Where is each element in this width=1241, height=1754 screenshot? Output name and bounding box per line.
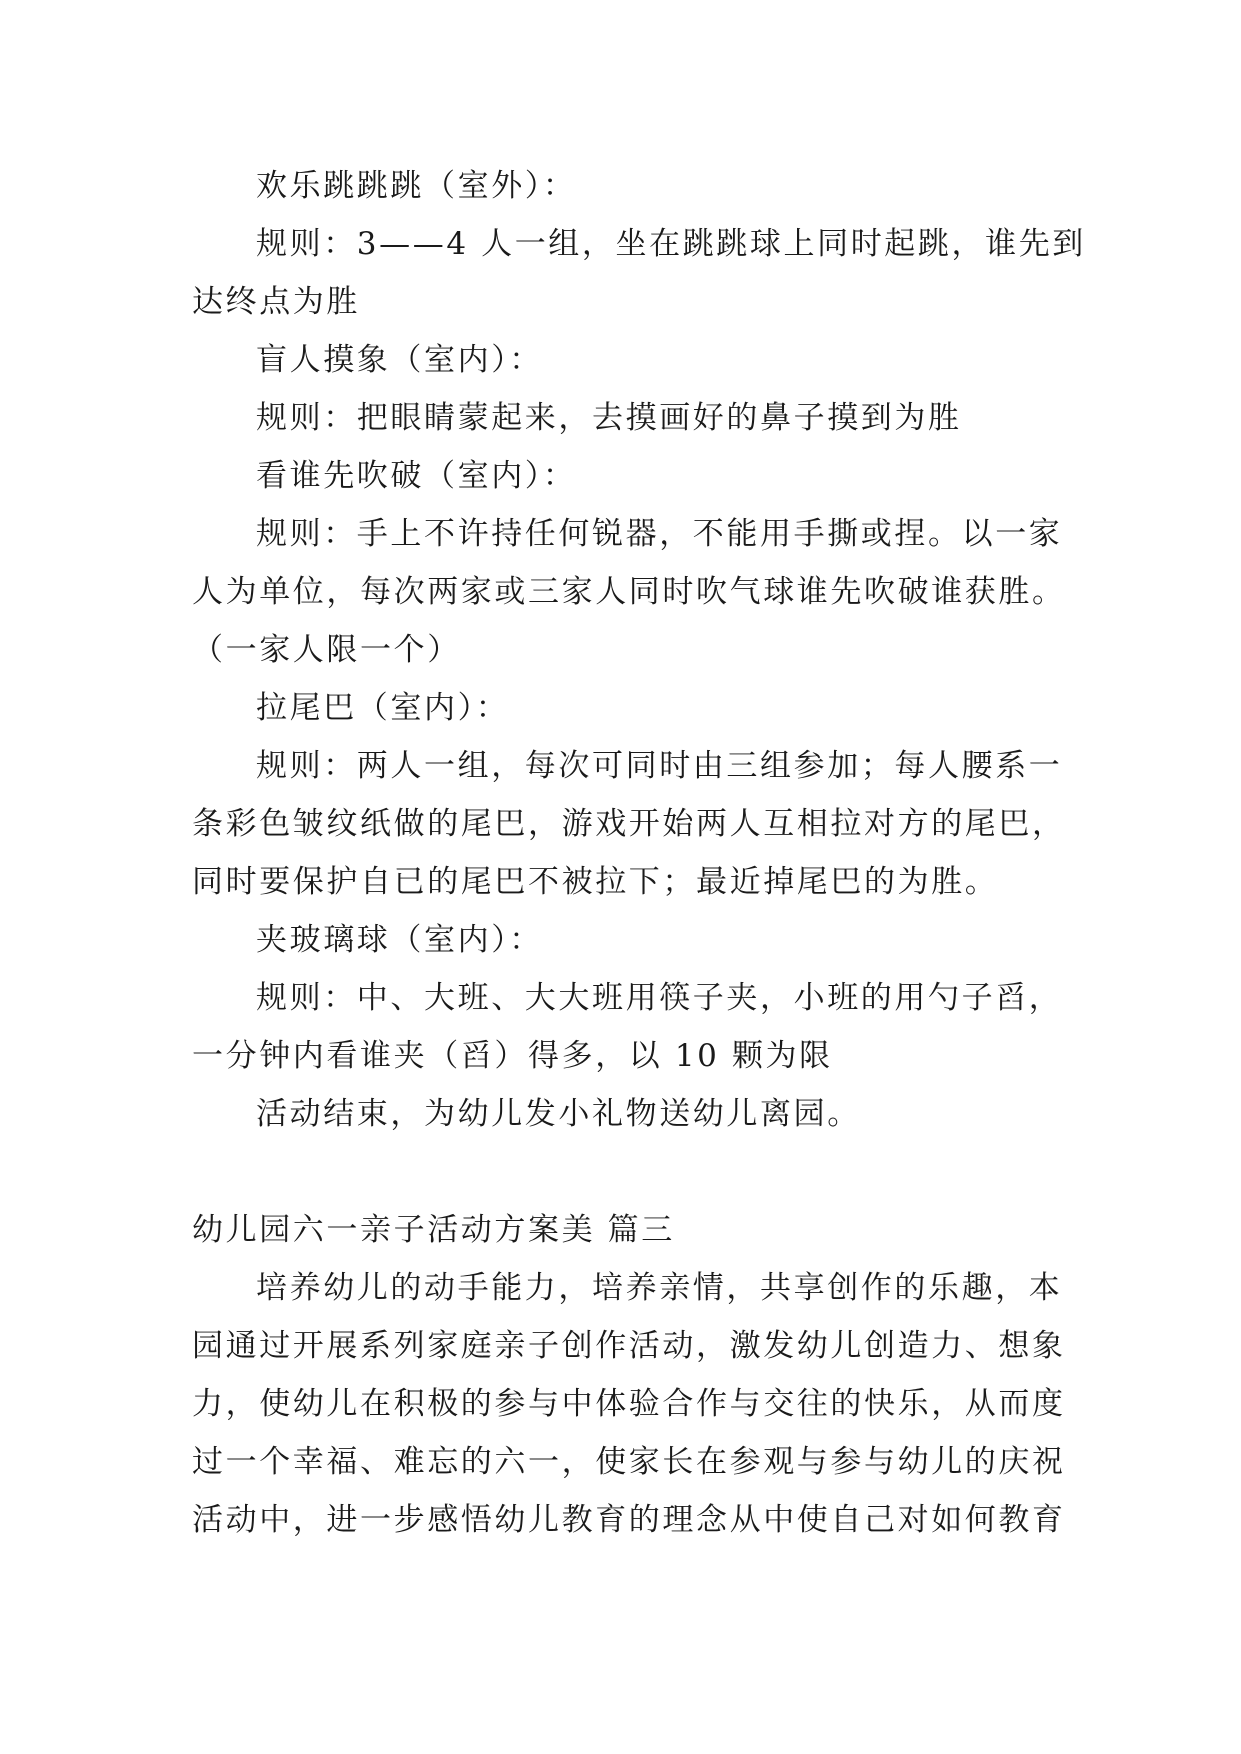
rule-pull-tail-line-3: 同时要保护自已的尾巴不被拉下；最近掉尾巴的为胜。: [192, 864, 999, 900]
rule-glass-ball-line-2: 一分钟内看谁夹（舀）得多，以 10 颗为限: [192, 1038, 833, 1074]
rule-balloon-blow-line-1: 规则：手上不许持任何锐器，不能用手撕或捏。以一家: [256, 516, 1063, 552]
section-paragraph-line-3: 力，使幼儿在积极的参与中体验合作与交往的快乐，从而度: [192, 1386, 1066, 1422]
section-paragraph-line-5: 活动中，进一步感悟幼儿教育的理念从中使自己对如何教育: [192, 1502, 1066, 1538]
section-paragraph-line-4: 过一个幸福、难忘的六一，使家长在参观与参与幼儿的庆祝: [192, 1444, 1066, 1480]
rule-pull-tail-line-1: 规则：两人一组，每次可同时由三组参加；每人腰系一: [256, 748, 1063, 784]
rule-happy-jump-line-2: 达终点为胜: [192, 284, 360, 320]
rule-glass-ball-line-1: 规则：中、大班、大大班用筷子夹，小班的用勺子舀，: [256, 980, 1063, 1016]
rule-balloon-blow-line-3: （一家人限一个）: [192, 632, 461, 668]
rule-happy-jump-line-1: 规则：3——4 人一组，坐在跳跳球上同时起跳，谁先到: [256, 226, 1086, 262]
heading-pull-tail: 拉尾巴（室内）：: [256, 690, 510, 726]
rule-blind-touch: 规则：把眼睛蒙起来，去摸画好的鼻子摸到为胜: [256, 400, 962, 436]
rule-pull-tail-line-2: 条彩色皱纹纸做的尾巴，游戏开始两人互相拉对方的尾巴，: [192, 806, 1066, 842]
heading-happy-jump: 欢乐跳跳跳（室外）：: [256, 168, 577, 204]
heading-blind-touch: 盲人摸象（室内）：: [256, 342, 543, 378]
section-title: 幼儿园六一亲子活动方案美 篇三: [192, 1212, 675, 1248]
rule-balloon-blow-line-2: 人为单位，每次两家或三家人同时吹气球谁先吹破谁获胜。: [192, 574, 1066, 610]
section-paragraph-line-1: 培养幼儿的动手能力，培养亲情，共享创作的乐趣，本: [256, 1270, 1063, 1306]
section-paragraph-line-2: 园通过开展系列家庭亲子创作活动，激发幼儿创造力、想象: [192, 1328, 1066, 1364]
heading-glass-ball: 夹玻璃球（室内）：: [256, 922, 543, 958]
activity-end-text: 活动结束，为幼儿发小礼物送幼儿离园。: [256, 1096, 861, 1132]
heading-balloon-blow: 看谁先吹破（室内）：: [256, 458, 577, 494]
